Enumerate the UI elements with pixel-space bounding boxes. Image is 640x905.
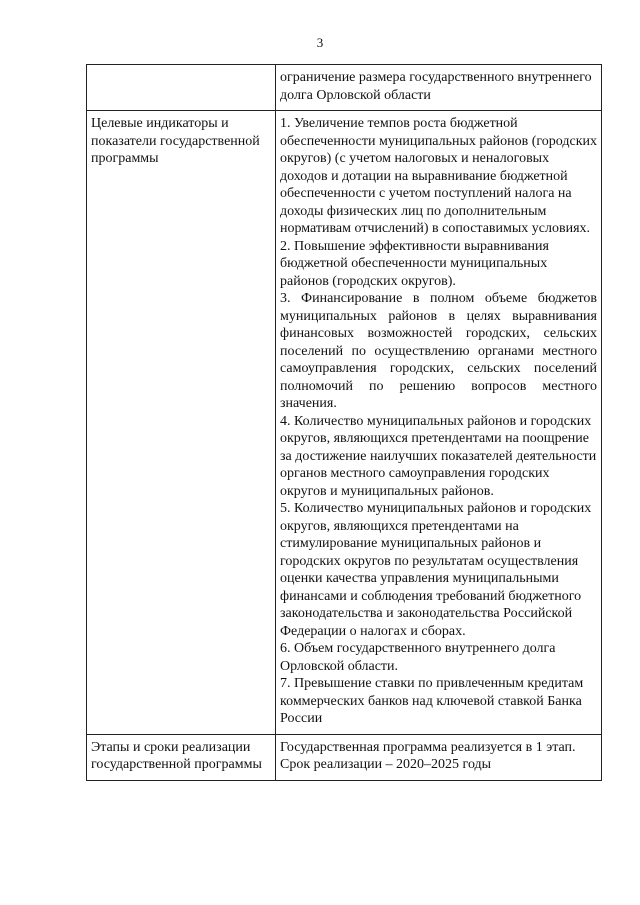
indicator-item-2: 2. Повышение эффективности выравнивания бюджетной обеспеченности муниципальных районов (городских округов). (280, 238, 549, 289)
row-paragraph: Государственная программа реализуется в 1 этап. Срок реализации – 2020–2025 годы (280, 739, 576, 772)
page-number: 3 (316, 35, 324, 50)
indicator-item-3: 3. Финансирование в полном объеме бюджетов муниципальных районов в целях выравнивания финансовых возможностей городских, сельских поселений по осуществлению органами местного самоуправления городских, сельских поселений полномочий по решению вопросов местного значения. (280, 291, 597, 411)
row-content (276, 111, 602, 735)
row-label (87, 65, 276, 111)
indicator-item-1: 1. Увеличение темпов роста бюджетной обеспеченности муниципальных районов (городских округов) (с учетом налоговых и неналоговых доходов и дотации на выравнивание бюджетной обеспеченности с учетом поступлений налога на доходы физических лиц по дополнительным нормативам отчислений) в сопоставимых условиях. (280, 116, 598, 236)
table-row (87, 734, 602, 780)
indicator-item-5: 5. Количество муниципальных районов и городских округов, являющихся претендентами на стимулирование муниципальных районов и городских округов по результатам осуществления оценки качества управления муниципальными финансами и соблюдения требований бюджетного законодательства и законодательства Российской Федерации о налогах и сборах. (280, 501, 592, 639)
row-label: Целевые индикаторы и показатели государственной программы (87, 111, 276, 735)
table-row (87, 111, 602, 735)
indicator-item-7: 7. Превышение ставки по привлеченным кредитам коммерческих банков над ключевой ставкой Банка России (280, 676, 584, 726)
row-content (276, 734, 602, 780)
table-row (87, 65, 602, 111)
row-paragraph: ограничение размера государственного внутреннего долга Орловской области (280, 70, 592, 103)
indicator-item-6: 6. Объем государственного внутреннего долга Орловской области. (280, 641, 556, 674)
program-passport-table (86, 64, 602, 781)
row-label: Этапы и сроки реализации государственной программы (87, 734, 276, 780)
indicator-item-4: 4. Количество муниципальных районов и городских округов, являющихся претендентами на поощрение за достижение наилучших показателей деятельности органов местного самоуправления городских округов и муниципальных районов. (280, 413, 597, 499)
row-content (276, 65, 602, 111)
